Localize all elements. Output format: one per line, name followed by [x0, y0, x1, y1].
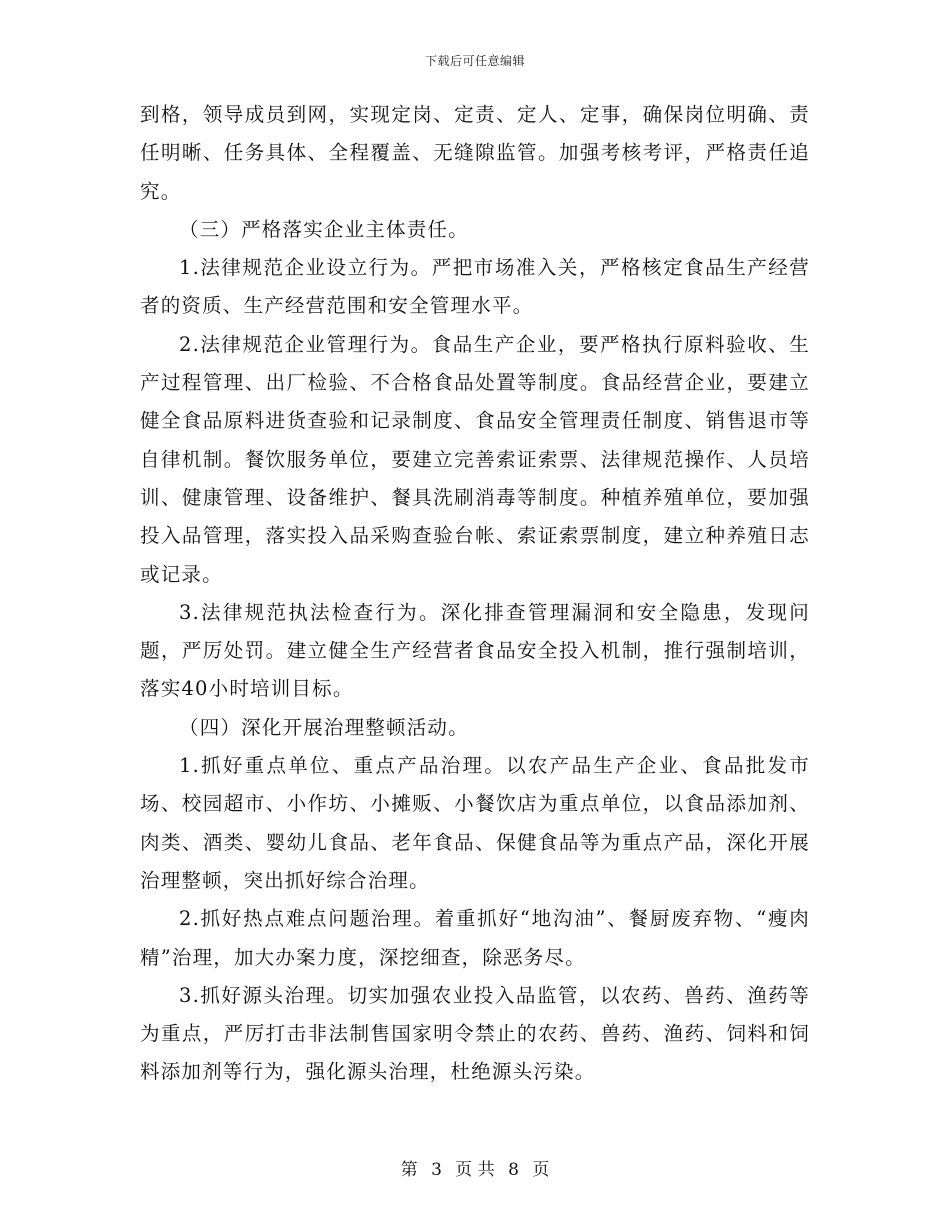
paragraph-item: 3.抓好源头治理。切实加强农业投入品监管，以农药、兽药、渔药等为重点，严厉打击非法制售国家明令禁止的农药、兽药、渔药、饲料和饲料添加剂等行为，强化源头治理，杜绝源头污染。 — [140, 983, 810, 1084]
document-body — [140, 96, 810, 1092]
page-footer — [0, 1155, 950, 1180]
page-current: 3 — [431, 1160, 442, 1180]
section-heading-four: （四）深化开展治理整顿活动。 — [179, 715, 469, 739]
paragraph-continuation: 到格，领导成员到网，实现定岗、定责、定人、定事，确保岗位明确、责任明晰、任务具体、全程覆盖、无缝隙监管。加强考核考评，严格责任追究。 — [140, 103, 810, 203]
page-mid: 页 共 — [455, 1160, 495, 1180]
paragraph-item: 2.抓好热点难点问题治理。着重抓好“地沟油”、餐厨废弃物、“瘦肉精”治理，加大办案力度，深挖细查，除恶务尽。 — [140, 907, 810, 969]
paragraph-item: 1.法律规范企业设立行为。严把市场准入关，严格核定食品生产经营者的资质、生产经营范围和安全管理水平。 — [140, 256, 810, 318]
section-heading-three: （三）严格落实企业主体责任。 — [179, 217, 469, 241]
paragraph-item: 1.抓好重点单位、重点产品治理。以农产品生产企业、食品批发市场、校园超市、小作坊、小摊贩、小餐饮店为重点单位，以食品添加剂、肉类、酒类、婴幼儿食品、老年食品、保健食品等为重点产品，深化开展治理整顿，突出抓好综合治理。 — [140, 754, 810, 892]
paragraph-item: 3.法律规范执法检查行为。深化排查管理漏洞和安全隐患，发现问题，严厉处罚。建立健全生产经营者食品安全投入机制，推行强制培训，落实40小时培训目标。 — [140, 600, 810, 701]
paragraph-item: 2.法律规范企业管理行为。食品生产企业，要严格执行原料验收、生产过程管理、出厂检验、不合格食品处置等制度。食品经营企业，要建立健全食品原料进货查验和记录制度、食品安全管理责任制度、销售退市等自律机制。餐饮服务单位，要建立完善索证索票、法律规范操作、人员培训、健康管理、设备维护、餐具洗刷消毒等制度。种植养殖单位，要加强投入品管理，落实投入品采购查验台帐、索证索票制度，建立种养殖日志或记录。 — [140, 332, 810, 586]
page-prefix: 第 — [400, 1160, 418, 1180]
page-total: 8 — [508, 1160, 519, 1180]
page-header-note: 下载后可任意编辑 — [424, 54, 525, 68]
page-suffix: 页 — [532, 1160, 550, 1180]
